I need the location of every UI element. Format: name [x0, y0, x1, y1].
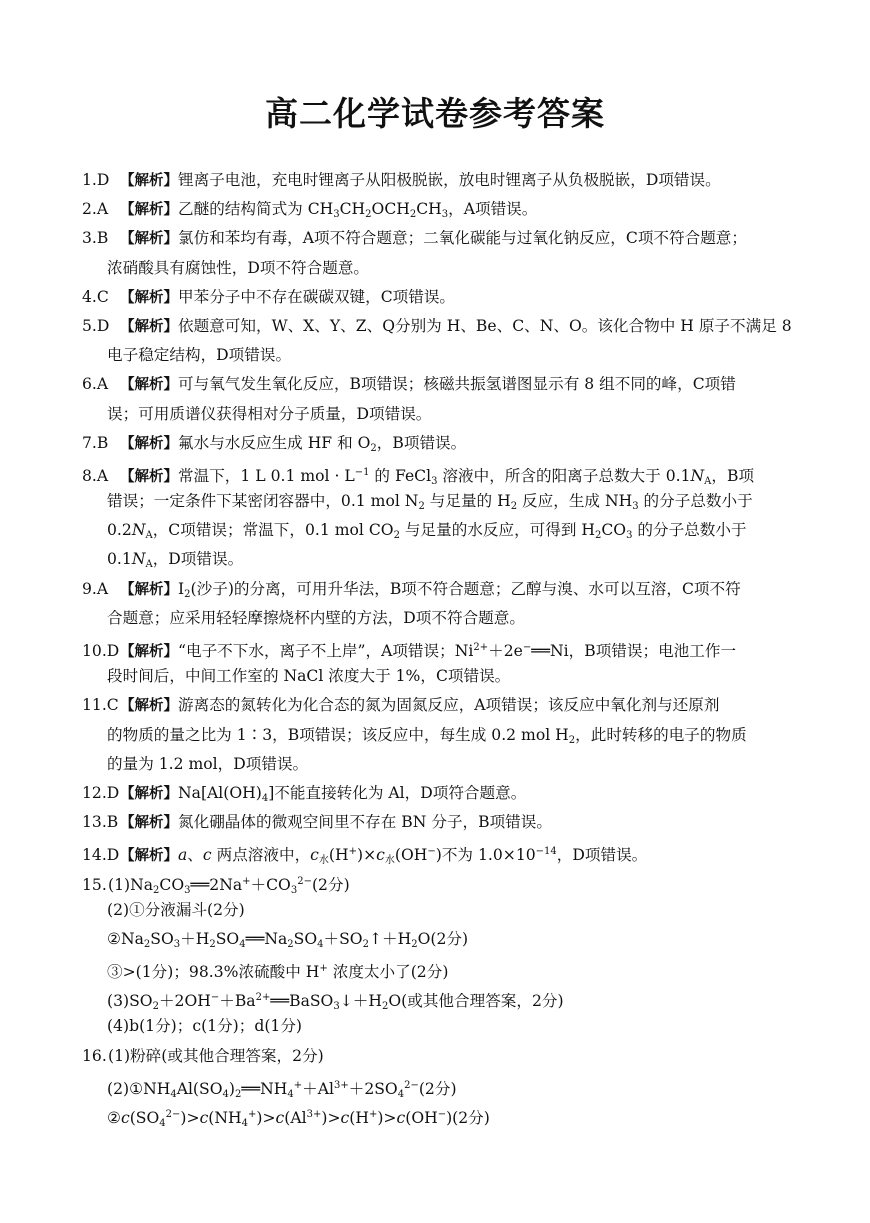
answer-line: 4.C 【解析】甲苯分子中不存在碳碳双键，C项错误。 [82, 287, 456, 306]
answer-line: $0.2N_A$，C项错误；常温下，0.1 mol $CO_2$ 与足量的水反应，可得到 $H_2CO_3$ 的分子总数小于 [107, 521, 747, 542]
answer-line: $(3)SO_2+2OH^-+Ba^{2+}══BaSO_3↓+H_2O$(或其他合理答案，2分) [107, 992, 564, 1013]
answer-line: 浓硝酸具有腐蚀性，D项不符合题意。 [107, 258, 370, 277]
answer-line: 16.(1)粉碎(或其他合理答案，2分) [82, 1046, 324, 1065]
answer-line: 的物质的量之比为 1∶3，B项错误；该反应中，每生成 0.2 mol $H_2$，此时转移的电子的物质 [107, 725, 747, 746]
answer-line: $(2)①NH_4Al(SO_4)_2══NH_4^++Al^{3+}+2SO_4^{2-}(2$分) [107, 1079, 457, 1100]
answer-line: 12.D【解析】$Na[Al(OH)_4]$不能直接转化为 Al，D项符合题意。 [82, 783, 527, 804]
answer-line: $②c(SO_4^{2-})>c(NH_4^+)>c(Al^{3+})>c(H^+)>c(OH^-)(2$分) [107, 1109, 490, 1129]
answer-line: 的量为 1.2 mol，D项错误。 [107, 754, 309, 773]
answer-line: 5.D 【解析】依题意可知，W、X、Y、Z、Q分别为 H、Be、C、N、O。该化合物中 H 原子不满足 8 [82, 316, 792, 335]
answer-line: 误；可用质谱仪获得相对分子质量，D项错误。 [107, 404, 432, 423]
answer-line: 3.B 【解析】氯仿和苯均有毒，A项不符合题意；二氧化碳能与过氧化钠反应，C项不符合题意； [82, 229, 747, 248]
answer-line: 合题意；应采用轻轻摩擦烧杯内壁的方法，D项不符合题意。 [107, 608, 525, 627]
answer-line: 10.D【解析】“电子不下水，离子不上岸”，A项错误；$Ni^{2+}+2e^-══Ni$，B项错误；电池工作一 [82, 642, 737, 660]
answer-line: 错误；一定条件下某密闭容器中，0.1 mol $N_2$ 与足量的 $H_2$ 反应，生成 $NH_3$ 的分子总数小于 [107, 492, 753, 513]
answer-line: 9.A 【解析】$I_2$(沙子)的分离，可用升华法，B项不符合题意；乙醇与溴、水可以互溶，C项不符 [82, 579, 741, 600]
answer-line: 13.B 【解析】氮化硼晶体的微观空间里不存在 BN 分子，B项错误。 [82, 813, 552, 832]
answer-line: 段时间后，中间工作室的 NaCl 浓度大于 1%，C项错误。 [107, 667, 511, 686]
answer-line: 14.D【解析】a、c 两点溶液中，$c_水(H^+)\times c_水(OH^-)$不为 $1.0\times 10^{-14}$，D项错误。 [82, 846, 648, 867]
answer-line: 1.D 【解析】锂离子电池，充电时锂离子从阳极脱嵌，放电时锂离子从负极脱嵌，D项错误。 [82, 171, 721, 189]
answer-line: 6.A 【解析】可与氧气发生氧化反应，B项错误；核磁共振氢谱图显示有 8 组不同的峰，C项错 [82, 375, 736, 394]
page-title: 高二化学试卷参考答案 [265, 94, 605, 133]
answer-line: 7.B 【解析】氟水与水反应生成 HF 和 $O_2$，B项错误。 [82, 433, 467, 454]
answer-list [82, 166, 812, 1129]
answer-line: $15.(1)Na_2CO_3══2Na^++CO_3^{2-}(2$分) [82, 875, 350, 896]
answer-line: (2)①分液漏斗(2分) [107, 900, 245, 919]
answer-line: 电子稳定结构，D项错误。 [107, 346, 292, 365]
answer-line: 2.A 【解析】乙醚的结构简式为 $CH_3CH_2OCH_2CH_3$，A项错误。 [82, 200, 538, 221]
answer-line: $②Na_2SO_3+H_2SO_4══Na_2SO_4+SO_2↑+H_2O(2$分) [107, 929, 469, 950]
answer-line: $0.1N_A$，D项错误。 [107, 550, 244, 571]
answer-line: (4)b(1分)；c(1分)；d(1分) [107, 1017, 303, 1036]
answer-line: 8.A 【解析】常温下，1 L 0.1 mol · $L^{-1}$ 的 FeCl$_3$ 溶液中，所含的阳离子总数大于 $0.1N_A$，B项 [82, 466, 755, 487]
answer-line: ③>(1分)；98.3%浓硫酸中 H+ 浓度太小了(2分) [107, 963, 449, 982]
answer-line: 11.C【解析】游离态的氮转化为化合态的氮为固氮反应，A项错误；该反应中氧化剂与还原剂 [82, 696, 720, 715]
